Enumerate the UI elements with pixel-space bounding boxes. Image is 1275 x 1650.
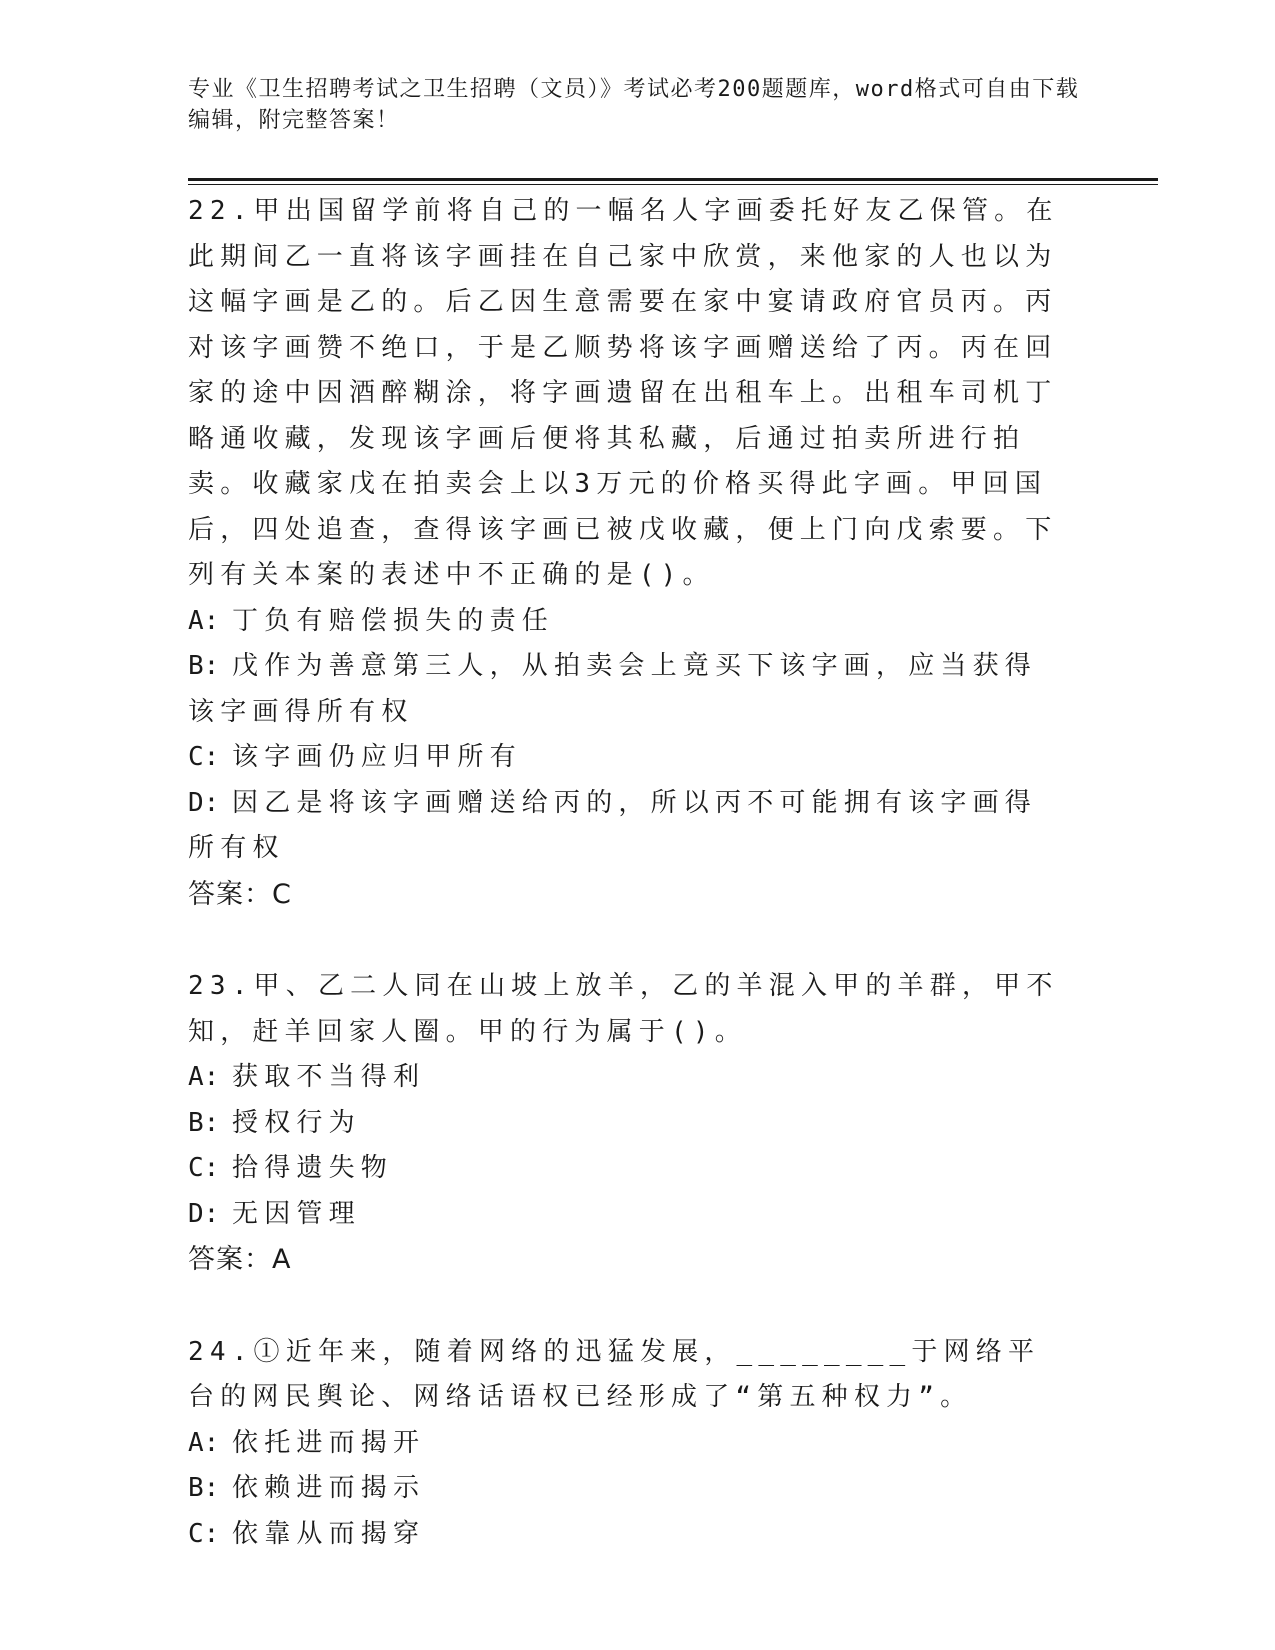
option-text: 该字画仍应归甲所有 (232, 742, 522, 772)
question-list (188, 189, 1068, 1557)
option-text: 拾得遗失物 (232, 1153, 394, 1183)
option-letter: A: (188, 1427, 220, 1458)
option-letter: A: (188, 1062, 220, 1092)
option-text: 丁负有赔偿损失的责任 (232, 605, 555, 636)
question-spacer (188, 917, 1068, 964)
document-header: 专业《卫生招聘考试之卫生招聘（文员）》考试必考200题题库，word格式可自由下载编辑，附完整答案！ (188, 77, 1080, 133)
option-d (188, 1192, 1068, 1238)
option-text: 无因管理 (232, 1198, 361, 1229)
option-a (188, 1055, 1068, 1101)
option-letter: B: (188, 1107, 220, 1138)
option-c (188, 1146, 1068, 1192)
option-b (188, 644, 1068, 735)
header-divider-thick (188, 178, 1158, 181)
question-24 (188, 1330, 1068, 1558)
question-22 (188, 189, 1068, 917)
answer-line: 答案：C (188, 878, 292, 910)
header-divider-thin (188, 184, 1158, 185)
option-a (188, 599, 1068, 645)
option-text: 依靠从而揭穿 (232, 1518, 426, 1549)
option-a (188, 1421, 1068, 1467)
option-letter: C: (188, 1518, 220, 1549)
option-b (188, 1101, 1068, 1147)
option-b (188, 1466, 1068, 1512)
option-text: 因乙是将该字画赠送给丙的，所以丙不可能拥有该字画得所有权 (188, 787, 1038, 863)
question-stem: 24.①近年来，随着网络的迅猛发展，________于网络平台的网民舆论、网络话语权已经形成了“第五种权力”。 (188, 1336, 1041, 1412)
option-text: 依赖进而揭示 (232, 1473, 426, 1503)
option-letter: D: (188, 787, 220, 818)
question-spacer (188, 1283, 1068, 1330)
option-c (188, 735, 1068, 781)
option-d (188, 781, 1068, 872)
option-letter: C: (188, 1153, 220, 1183)
option-letter: A: (188, 605, 220, 636)
option-text: 获取不当得利 (232, 1062, 426, 1092)
option-letter: B: (188, 1473, 220, 1503)
option-letter: D: (188, 1198, 220, 1229)
option-letter: B: (188, 651, 220, 681)
answer-line: 答案：A (188, 1244, 292, 1275)
question-23 (188, 964, 1068, 1283)
option-c (188, 1512, 1068, 1558)
option-text: 授权行为 (232, 1107, 361, 1138)
option-text: 戊作为善意第三人，从拍卖会上竟买下该字画，应当获得该字画得所有权 (188, 651, 1038, 727)
question-stem: 22.甲出国留学前将自己的一幅名人字画委托好友乙保管。在此期间乙一直将该字画挂在自己家中欣赏，来他家的人也以为这幅字画是乙的。后乙因生意需要在家中宴请政府官员丙。丙对该字画赞不绝口，于是乙顺势将该字画赠送给了丙。丙在回家的途中因酒醉糊涂，将字画遗留在出租车上。出租车司机丁略通收藏，发现该字画后便将其私藏，后通过拍卖所进行拍卖。收藏家戊在拍卖会上以3万元的价格买得此字画。甲回国后，四处追查，查得该字画已被戊收藏，便上门向戊索要。下列有关本案的表述中不正确的是()。 (188, 196, 1059, 590)
option-text: 依托进而揭开 (232, 1427, 426, 1458)
question-stem: 23.甲、乙二人同在山坡上放羊，乙的羊混入甲的羊群，甲不知，赶羊回家人圈。甲的行为属于()。 (188, 971, 1059, 1047)
option-letter: C: (188, 742, 220, 772)
